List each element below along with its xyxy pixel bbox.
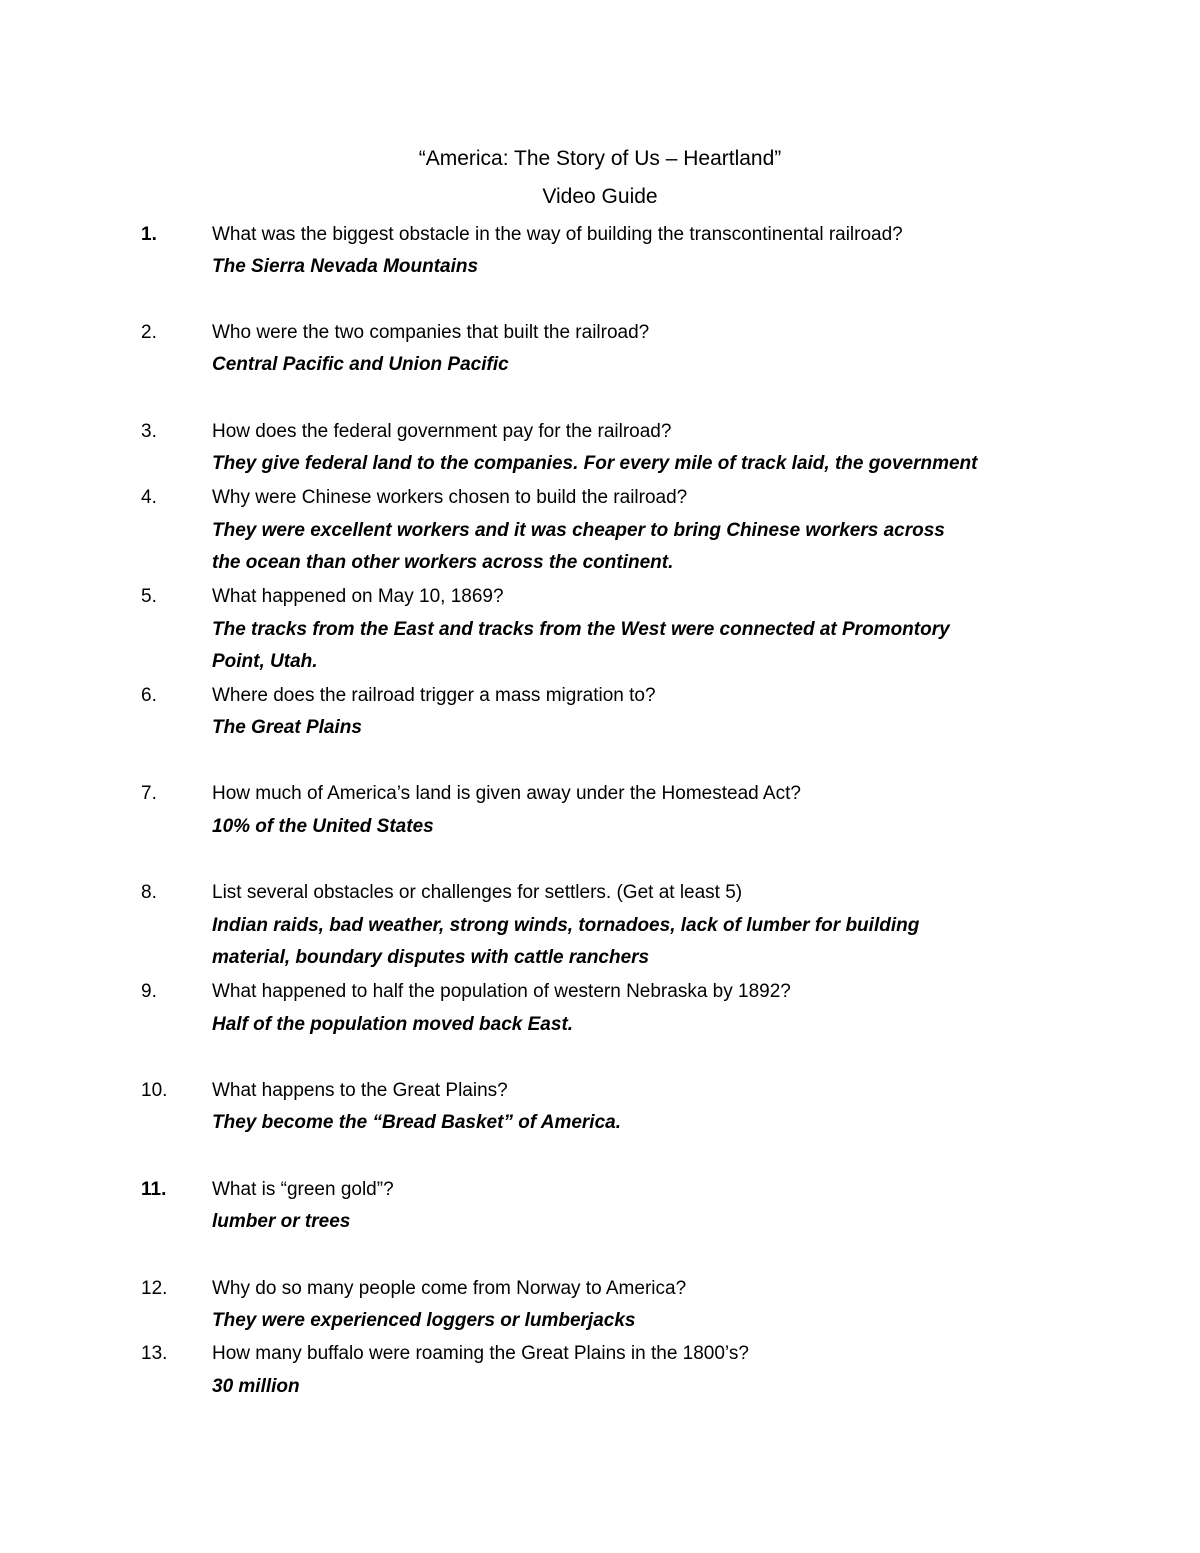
answer-text: 30 million — [212, 1376, 300, 1397]
question-number: 1. — [141, 224, 157, 245]
question-number: 2. — [141, 322, 157, 343]
question-text: How does the federal government pay for the railroad? — [212, 421, 672, 442]
question-number: 3. — [141, 421, 157, 442]
question-text: Why do so many people come from Norway to America? — [212, 1278, 687, 1299]
question-number: 10. — [141, 1080, 168, 1101]
answer-text: Indian raids, bad weather, strong winds, tornadoes, lack of lumber for building — [212, 915, 920, 936]
question-text: What was the biggest obstacle in the way of building the transcontinental railroad? — [212, 224, 903, 245]
question-text: Where does the railroad trigger a mass migration to? — [212, 685, 656, 706]
answer-text: Half of the population moved back East. — [212, 1014, 574, 1035]
question-number: 13. — [141, 1343, 168, 1364]
answer-text: Point, Utah. — [212, 651, 318, 672]
question-number: 5. — [141, 586, 157, 607]
answer-text: They were experienced loggers or lumberjacks — [212, 1310, 636, 1331]
answer-text: material, boundary disputes with cattle ranchers — [212, 947, 650, 968]
answer-text: Central Pacific and Union Pacific — [212, 354, 509, 375]
question-number: 4. — [141, 487, 157, 508]
answer-text: The Great Plains — [212, 717, 362, 738]
question-number: 12. — [141, 1278, 168, 1299]
question-text: What happened to half the population of western Nebraska by 1892? — [212, 981, 791, 1002]
question-text: List several obstacles or challenges for settlers. (Get at least 5) — [212, 882, 743, 903]
answer-text: lumber or trees — [212, 1211, 351, 1232]
answer-text: The tracks from the East and tracks from the West were connected at Promontory — [212, 619, 950, 640]
question-text: Why were Chinese workers chosen to build the railroad? — [212, 487, 688, 508]
question-text: What happens to the Great Plains? — [212, 1080, 508, 1101]
question-text: What is “green gold”? — [212, 1179, 394, 1200]
question-text: Who were the two companies that built the railroad? — [212, 322, 650, 343]
answer-text: They were excellent workers and it was cheaper to bring Chinese workers across — [212, 520, 945, 541]
question-number: 7. — [141, 783, 157, 804]
question-number: 11. — [141, 1179, 167, 1200]
question-text: How many buffalo were roaming the Great Plains in the 1800’s? — [212, 1343, 749, 1364]
answer-text: the ocean than other workers across the continent. — [212, 552, 674, 573]
question-number: 8. — [141, 882, 157, 903]
question-text: How much of America’s land is given away under the Homestead Act? — [212, 783, 801, 804]
question-number: 6. — [141, 685, 157, 706]
document-title: “America: The Story of Us – Heartland” — [418, 147, 782, 170]
answer-text: The Sierra Nevada Mountains — [212, 256, 479, 277]
document-subtitle: Video Guide — [542, 185, 658, 208]
question-number: 9. — [141, 981, 157, 1002]
question-text: What happened on May 10, 1869? — [212, 586, 504, 607]
answer-text: They give federal land to the companies. For every mile of track laid, the government — [212, 453, 978, 474]
answer-text: They become the “Bread Basket” of America. — [212, 1112, 621, 1133]
answer-text: 10% of the United States — [212, 816, 434, 837]
